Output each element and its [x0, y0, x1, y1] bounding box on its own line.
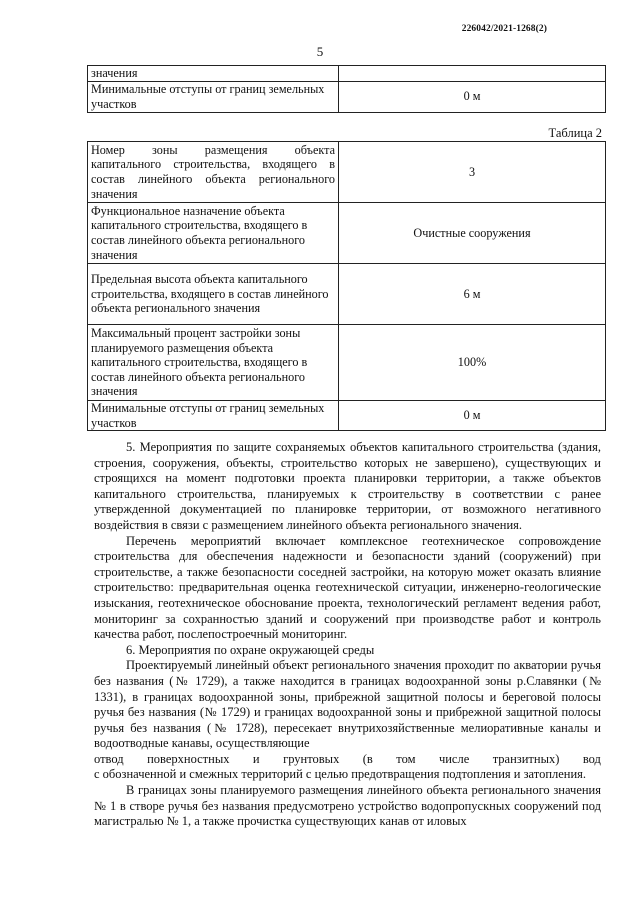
table-row — [88, 203, 606, 264]
document-number: 226042/2021-1268(2) — [461, 24, 547, 34]
word: (в — [362, 751, 373, 766]
table-row — [88, 264, 606, 325]
page-number: 5 — [316, 44, 324, 59]
table-cell-label: Функциональное назначение объекта капитального строительства, входящего в состав линейного объекта регионального значения — [88, 203, 339, 264]
word: и — [252, 751, 260, 766]
paragraph-protection-measures: 5. Мероприятия по защите сохраняемых объектов капитального строительства (здания, строения, сооружения, объекты, строительство которых не завершено), существующих и строящихся на момент подготовки проекта планировки территории, а также объектов капитального строительства, планируемых к строительству в соответствии с ранее утвержденной документацией по планировке территории, от возможного негативного воздействия в связи с размещением линейного объекта регионального значения. — [94, 440, 601, 532]
table-2 — [87, 141, 606, 431]
table-cell-label: Минимальные отступы от границ земельных участков — [88, 401, 339, 431]
paragraph-water-zones-end: с обозначенной и смежных территорий с целью предотвращения подтопления и затопления. — [94, 767, 587, 782]
table-cell-value: 0 м — [339, 81, 606, 112]
word: отвод — [94, 751, 124, 766]
table-row — [88, 66, 606, 82]
table-cell-label: Номер зоны размещения объекта капитального строительства, входящего в состав линейного объекта регионального значения — [88, 142, 339, 203]
table-cell-value: 100% — [339, 325, 606, 401]
paragraph-measures-list: Перечень мероприятий включает комплексное геотехническое сопровождение строительства для обеспечения надежности и безопасности зданий (сооружений) при строительстве, а также безопасности соседней застройки, на которую может оказать влияние строительство: предварительная оценка геотехнической ситуации, инженерно-геологические изыскания, геотехническое обоснование проекта, технологический регламент ведения работ, мониторинг за сохранностью зданий и сооружений при производстве работ и контроль качества работ, послепостроечный мониторинг. — [94, 533, 601, 642]
table-cell-label: значения — [88, 66, 339, 82]
table-cell-label: Предельная высота объекта капитального строительства, входящего в состав линейного объекта регионального значения — [88, 264, 339, 325]
table-row — [88, 401, 606, 431]
table-row — [88, 325, 606, 401]
table-cell-value — [339, 66, 606, 82]
table-cell-value: 6 м — [339, 264, 606, 325]
word: том — [396, 751, 416, 766]
table-cell-value: 3 — [339, 142, 606, 203]
table-1-continuation — [87, 65, 606, 113]
word: транзитных) — [492, 751, 560, 766]
table-cell-value: Очистные сооружения — [339, 203, 606, 264]
section-heading-environment: 6. Мероприятия по охране окружающей среды — [126, 642, 375, 657]
table-row — [88, 81, 606, 112]
word: вод — [582, 751, 601, 766]
justified-line — [94, 752, 601, 768]
table-cell-label: Минимальные отступы от границ земельных участков — [88, 81, 339, 112]
table-cell-label: Максимальный процент застройки зоны планируемого размещения объекта капитального строительства, входящего в состав линейного объекта регионального значения — [88, 325, 339, 401]
table-cell-value: 0 м — [339, 401, 606, 431]
table-row — [88, 142, 606, 203]
paragraph-water-zones: Проектируемый линейный объект регионального значения проходит по акватории ручья без названия (№ 1729), а также находится в границах водоохранной зоны р.Славянки (№ 1331), в границах водоохранной зоны, прибрежной защитной полосы и береговой полосы ручья без названия (№ 1729) и границах водоохранной зоны и прибрежной защитной полосы ручья без названия (№ 1728), пересекает внутрихозяйственные мелиоративные каналы и водоотводные канавы, осуществляющие — [94, 658, 601, 751]
body-text — [94, 440, 601, 830]
table-caption: Таблица 2 — [548, 126, 602, 140]
word: грунтовых — [283, 751, 340, 766]
word: поверхностных — [147, 751, 230, 766]
word: числе — [438, 751, 470, 766]
paragraph-culverts: В границах зоны планируемого размещения линейного объекта регионального значения № 1 в створе ручья без названия предусмотрено устройство водопропускных сооружений под магистралью № 1, а также прочистка существующих канав от иловых — [94, 783, 601, 829]
